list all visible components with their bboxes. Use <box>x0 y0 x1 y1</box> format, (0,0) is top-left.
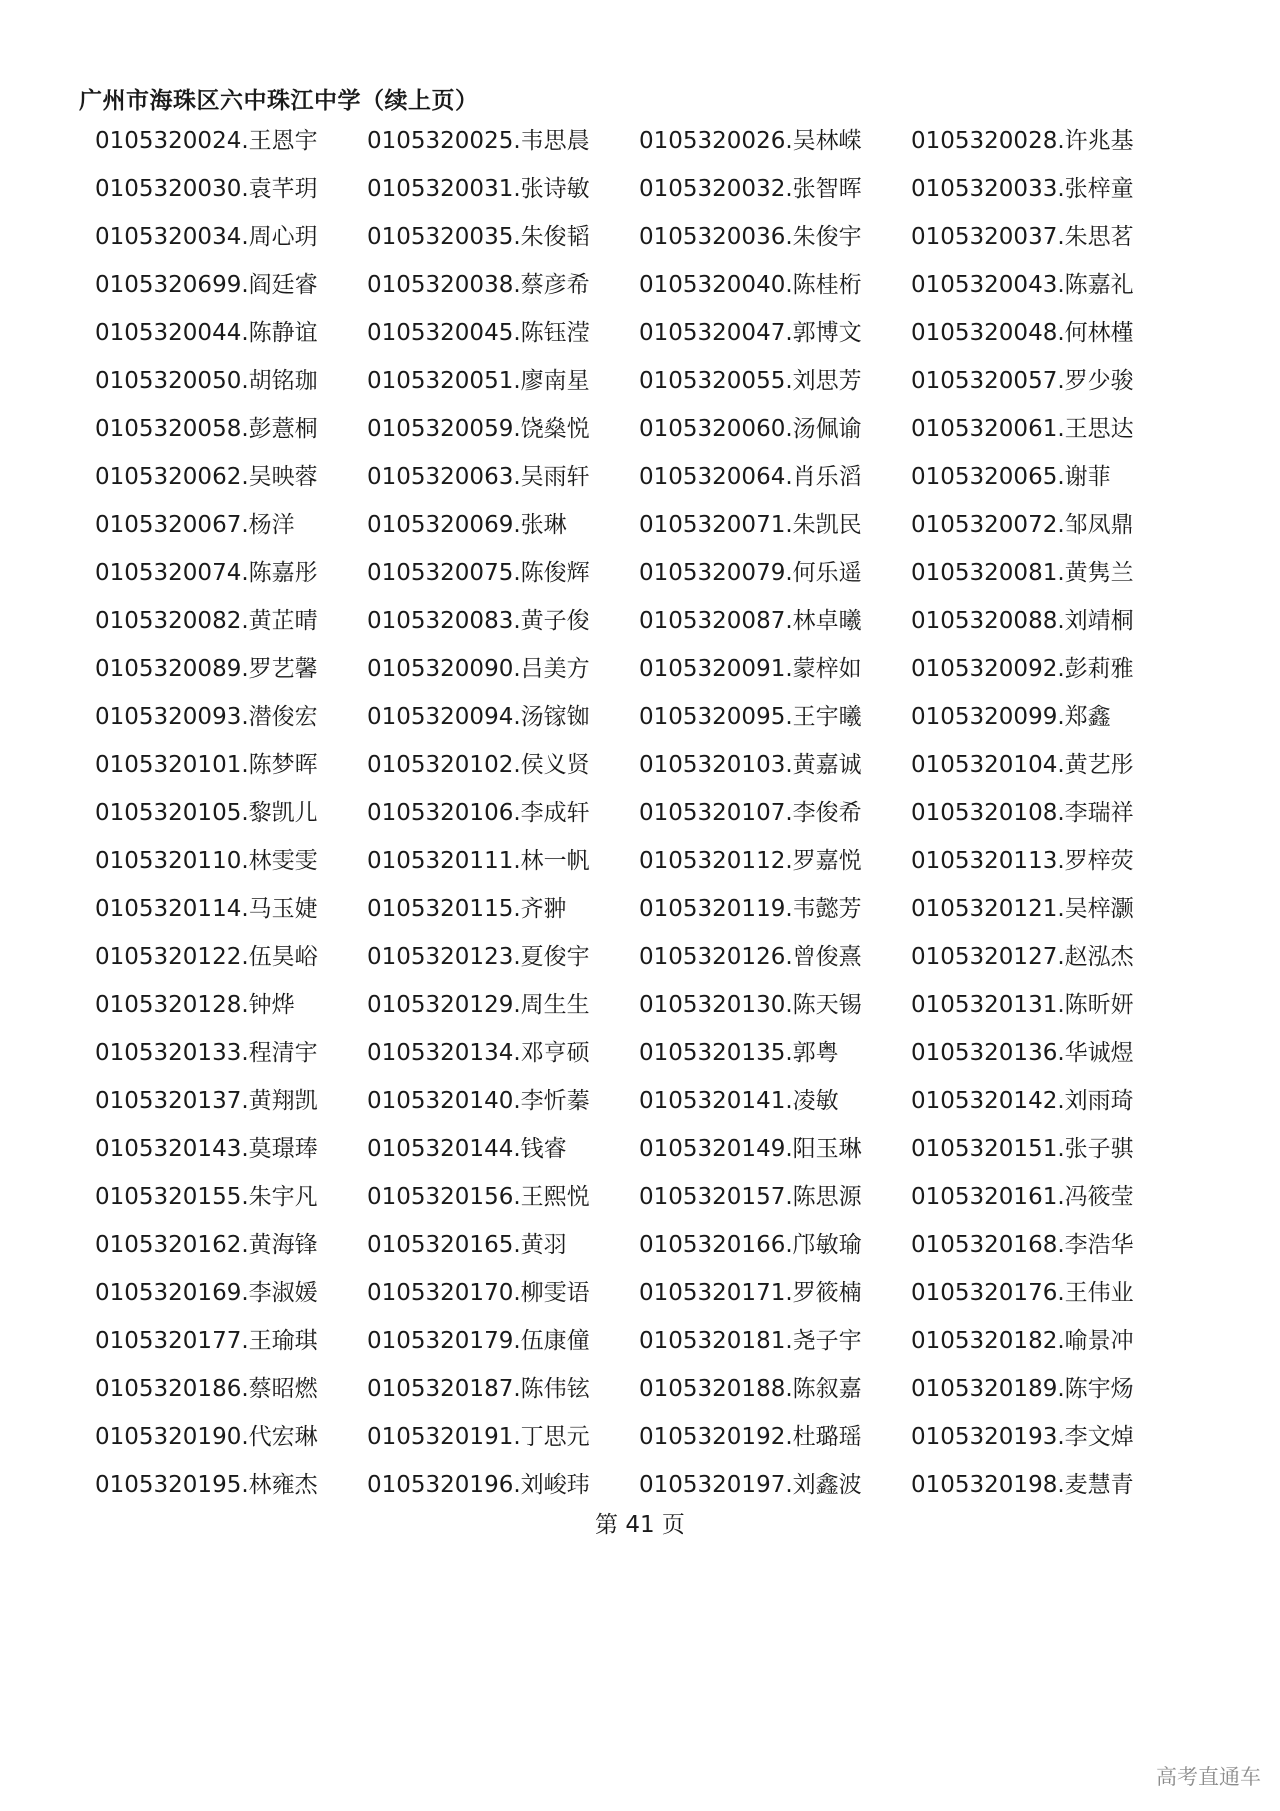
student-entry: 0105320113.罗梓荧 <box>911 848 1134 874</box>
student-entry: 0105320035.朱俊韬 <box>367 224 590 250</box>
student-entry: 0105320108.李瑞祥 <box>911 800 1134 826</box>
watermark: 高考直通车 <box>1156 1765 1261 1789</box>
student-entry: 0105320069.张琳 <box>367 512 567 538</box>
student-entry: 0105320062.吴映蓉 <box>95 464 318 490</box>
student-entry: 0105320144.钱睿 <box>367 1136 567 1162</box>
student-entry: 0105320102.侯义贤 <box>367 752 590 778</box>
student-entry: 0105320177.王瑜琪 <box>95 1328 318 1354</box>
student-entry: 0105320082.黄芷晴 <box>95 608 318 634</box>
student-entry: 0105320075.陈俊辉 <box>367 560 590 586</box>
student-entry: 0105320169.李淑媛 <box>95 1280 318 1306</box>
student-entry: 0105320051.廖南星 <box>367 368 590 394</box>
student-entry: 0105320032.张智晖 <box>639 176 862 202</box>
student-entry: 0105320058.彭薏桐 <box>95 416 318 442</box>
student-entry: 0105320060.汤佩谕 <box>639 416 862 442</box>
student-entry: 0105320033.张梓童 <box>911 176 1134 202</box>
student-entry: 0105320176.王伟业 <box>911 1280 1134 1306</box>
student-entry: 0105320044.陈静谊 <box>95 320 318 346</box>
student-entry: 0105320192.杜璐瑶 <box>639 1424 862 1450</box>
page-number: 第 41 页 <box>595 1512 685 1538</box>
student-entry: 0105320191.丁思元 <box>367 1424 590 1450</box>
student-entry: 0105320137.黄翔凯 <box>95 1088 318 1114</box>
student-entry: 0105320187.陈伟铉 <box>367 1376 590 1402</box>
student-entry: 0105320105.黎凯儿 <box>95 800 318 826</box>
student-entry: 0105320025.韦思晨 <box>367 128 590 154</box>
student-entry: 0105320179.伍康僮 <box>367 1328 590 1354</box>
student-entry: 0105320149.阳玉琳 <box>639 1136 862 1162</box>
student-entry: 0105320063.吴雨轩 <box>367 464 590 490</box>
student-entry: 0105320048.何林槿 <box>911 320 1134 346</box>
student-entry: 0105320031.张诗敏 <box>367 176 590 202</box>
student-entry: 0105320104.黄艺彤 <box>911 752 1134 778</box>
student-entry: 0105320141.凌敏 <box>639 1088 839 1114</box>
student-entry: 0105320155.朱宇凡 <box>95 1184 318 1210</box>
student-entry: 0105320101.陈梦晖 <box>95 752 318 778</box>
student-entry: 0105320171.罗筱楠 <box>639 1280 862 1306</box>
student-entry: 0105320168.李浩华 <box>911 1232 1134 1258</box>
student-entry: 0105320198.麦慧青 <box>911 1472 1134 1498</box>
student-entry: 0105320156.王熙悦 <box>367 1184 590 1210</box>
student-entry: 0105320067.杨洋 <box>95 512 295 538</box>
student-entry: 0105320157.陈思源 <box>639 1184 862 1210</box>
student-entry: 0105320106.李成轩 <box>367 800 590 826</box>
student-entry: 0105320195.林雍杰 <box>95 1472 318 1498</box>
student-entry: 0105320165.黄羽 <box>367 1232 567 1258</box>
student-entry: 0105320126.曾俊熹 <box>639 944 862 970</box>
student-entry: 0105320059.饶燊悦 <box>367 416 590 442</box>
student-entry: 0105320089.罗艺馨 <box>95 656 318 682</box>
student-entry: 0105320099.郑鑫 <box>911 704 1111 730</box>
student-entry: 0105320083.黄子俊 <box>367 608 590 634</box>
student-entry: 0105320127.赵泓杰 <box>911 944 1134 970</box>
student-entry: 0105320121.吴梓灏 <box>911 896 1134 922</box>
student-entry: 0105320122.伍昊峪 <box>95 944 318 970</box>
student-entry: 0105320189.陈宇炀 <box>911 1376 1134 1402</box>
student-entry: 0105320196.刘峻玮 <box>367 1472 590 1498</box>
student-entry: 0105320088.刘靖桐 <box>911 608 1134 634</box>
student-entry: 0105320057.罗少骏 <box>911 368 1134 394</box>
student-entry: 0105320047.郭博文 <box>639 320 862 346</box>
student-entry: 0105320136.华诚煜 <box>911 1040 1134 1066</box>
student-entry: 0105320188.陈叙嘉 <box>639 1376 862 1402</box>
student-entry: 0105320133.程清宇 <box>95 1040 318 1066</box>
student-entry: 0105320095.王宇曦 <box>639 704 862 730</box>
student-entry: 0105320119.韦懿芳 <box>639 896 862 922</box>
student-entry: 0105320142.刘雨琦 <box>911 1088 1134 1114</box>
student-entry: 0105320110.林雯雯 <box>95 848 318 874</box>
student-entry: 0105320151.张子骐 <box>911 1136 1134 1162</box>
student-entry: 0105320094.汤镓铷 <box>367 704 590 730</box>
student-entry: 0105320140.李忻蓁 <box>367 1088 590 1114</box>
student-entry: 0105320166.邝敏瑜 <box>639 1232 862 1258</box>
student-entry: 0105320161.冯筱莹 <box>911 1184 1134 1210</box>
student-entry: 0105320081.黄隽兰 <box>911 560 1134 586</box>
student-entry: 0105320114.马玉婕 <box>95 896 318 922</box>
student-entry: 0105320030.袁芊玥 <box>95 176 318 202</box>
student-entry: 0105320107.李俊希 <box>639 800 862 826</box>
student-entry: 0105320036.朱俊宇 <box>639 224 862 250</box>
student-entry: 0105320112.罗嘉悦 <box>639 848 862 874</box>
student-entry: 0105320130.陈天锡 <box>639 992 862 1018</box>
student-entry: 0105320024.王恩宇 <box>95 128 318 154</box>
student-entry: 0105320699.阎廷睿 <box>95 272 318 298</box>
student-entry: 0105320064.肖乐滔 <box>639 464 862 490</box>
student-entry: 0105320162.黄海锋 <box>95 1232 318 1258</box>
student-entry: 0105320055.刘思芳 <box>639 368 862 394</box>
student-entry: 0105320026.吴林嵘 <box>639 128 862 154</box>
student-entry: 0105320143.莫璟琫 <box>95 1136 318 1162</box>
student-entry: 0105320028.许兆基 <box>911 128 1134 154</box>
student-entry: 0105320131.陈昕妍 <box>911 992 1134 1018</box>
student-entry: 0105320093.潜俊宏 <box>95 704 318 730</box>
student-entry: 0105320079.何乐遥 <box>639 560 862 586</box>
student-entry: 0105320050.胡铭珈 <box>95 368 318 394</box>
student-entry: 0105320061.王思达 <box>911 416 1134 442</box>
student-entry: 0105320115.齐翀 <box>367 896 567 922</box>
student-entry: 0105320087.林卓曦 <box>639 608 862 634</box>
student-entry: 0105320090.吕美方 <box>367 656 590 682</box>
student-entry: 0105320134.邓亨硕 <box>367 1040 590 1066</box>
student-entry: 0105320071.朱凯民 <box>639 512 862 538</box>
student-entry: 0105320170.柳雯语 <box>367 1280 590 1306</box>
student-entry: 0105320045.陈钰滢 <box>367 320 590 346</box>
student-entry: 0105320135.郭粤 <box>639 1040 839 1066</box>
student-entry: 0105320091.蒙梓如 <box>639 656 862 682</box>
student-entry: 0105320111.林一帆 <box>367 848 590 874</box>
page-title: 广州市海珠区六中珠江中学（续上页） <box>79 88 479 114</box>
student-entry: 0105320123.夏俊宇 <box>367 944 590 970</box>
student-entry: 0105320182.喻景冲 <box>911 1328 1134 1354</box>
student-entry: 0105320197.刘鑫波 <box>639 1472 862 1498</box>
student-entry: 0105320186.蔡昭燃 <box>95 1376 318 1402</box>
student-entry: 0105320065.谢菲 <box>911 464 1111 490</box>
student-entry: 0105320037.朱思茗 <box>911 224 1134 250</box>
student-entry: 0105320129.周生生 <box>367 992 590 1018</box>
student-entry: 0105320074.陈嘉彤 <box>95 560 318 586</box>
student-entry: 0105320190.代宏琳 <box>95 1424 318 1450</box>
student-entry: 0105320193.李文焯 <box>911 1424 1134 1450</box>
student-entry: 0105320040.陈桂桁 <box>639 272 862 298</box>
student-entry: 0105320038.蔡彦希 <box>367 272 590 298</box>
student-entry: 0105320103.黄嘉诚 <box>639 752 862 778</box>
student-list <box>95 117 1215 1509</box>
student-entry: 0105320043.陈嘉礼 <box>911 272 1134 298</box>
student-entry: 0105320034.周心玥 <box>95 224 318 250</box>
student-entry: 0105320072.邹凤鼎 <box>911 512 1134 538</box>
student-entry: 0105320128.钟烨 <box>95 992 295 1018</box>
student-entry: 0105320181.尧子宇 <box>639 1328 862 1354</box>
student-entry: 0105320092.彭莉雅 <box>911 656 1134 682</box>
